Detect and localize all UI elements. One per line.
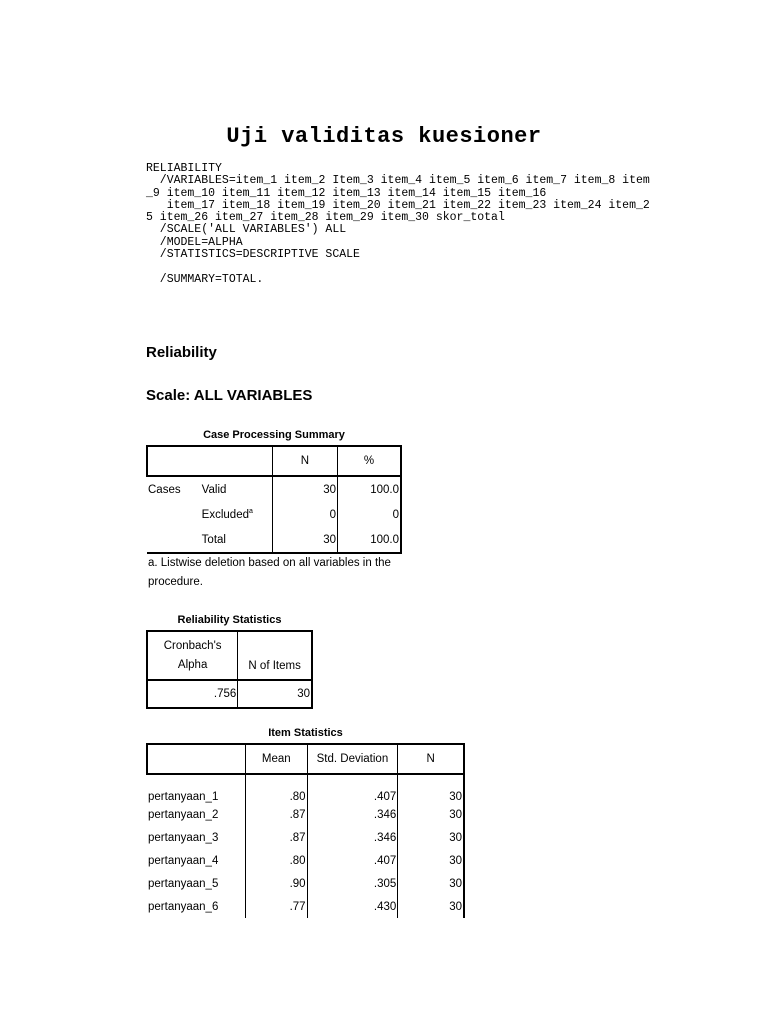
table-row	[147, 872, 464, 895]
syntax-line: /SUMMARY=TOTAL.	[146, 273, 264, 287]
header-empty-cell	[147, 446, 272, 476]
mean-cell: .87	[246, 803, 308, 826]
n-cell: 30	[398, 826, 464, 849]
col-items-header: N of Items	[238, 631, 312, 680]
header-empty-cell	[147, 744, 246, 774]
table-header-row	[147, 631, 312, 680]
syntax-line: RELIABILITY	[146, 162, 222, 175]
n-cell: 0	[272, 502, 337, 527]
n-cell: 30	[398, 774, 464, 803]
cases-group-label: Cases	[148, 483, 181, 496]
syntax-line: /VARIABLES=item_1 item_2 Item_3 item_4 item_5 item_6 item_7 item_8 item	[146, 174, 650, 188]
item-name-cell: pertanyaan_2	[147, 803, 246, 826]
col-n-header: N	[272, 446, 337, 476]
syntax-line: /STATISTICS=DESCRIPTIVE SCALE	[146, 248, 360, 262]
item-name-cell: pertanyaan_1	[147, 774, 246, 803]
n-cell: 30	[398, 895, 464, 918]
case-processing-title: Case Processing Summary	[203, 429, 345, 441]
syntax-line: item_17 item_18 item_19 item_20 item_21 item_22 item_23 item_24 item_2	[146, 198, 650, 212]
pct-cell: 100.0	[338, 527, 401, 553]
item-name-cell: pertanyaan_6	[147, 895, 246, 918]
n-cell: 30	[398, 803, 464, 826]
sd-cell: .407	[307, 849, 398, 872]
syntax-line: _9 item_10 item_11 item_12 item_13 item_14 item_15 item_16	[146, 186, 547, 200]
sd-cell: .346	[307, 803, 398, 826]
table-row	[147, 774, 464, 803]
table-header-row	[147, 446, 401, 476]
item-statistics-title: Item Statistics	[268, 727, 343, 739]
table-row	[147, 849, 464, 872]
table-row	[147, 826, 464, 849]
empty-cell	[147, 502, 201, 527]
pct-cell: 100.0	[338, 476, 401, 502]
mean-cell: .80	[246, 774, 308, 803]
table-row	[147, 476, 401, 502]
sd-cell: .430	[307, 895, 398, 918]
col-sd-header: Std. Deviation	[307, 744, 398, 774]
case-processing-table	[146, 445, 402, 554]
table-row	[147, 502, 401, 527]
item-statistics-table	[146, 743, 465, 918]
mean-cell: .87	[246, 826, 308, 849]
mean-cell: .80	[246, 849, 308, 872]
col-n-header: N	[398, 744, 464, 774]
col-pct-header: %	[338, 446, 401, 476]
footnote-marker: a	[248, 508, 253, 515]
sd-cell: .407	[307, 774, 398, 803]
n-items-value: 30	[238, 680, 312, 708]
table-row	[147, 803, 464, 826]
item-name-cell: pertanyaan_3	[147, 826, 246, 849]
col-mean-header: Mean	[246, 744, 308, 774]
mean-cell: .90	[246, 872, 308, 895]
item-name-cell: pertanyaan_4	[147, 849, 246, 872]
case-processing-footnote: a. Listwise deletion based on all variables in the procedure.	[148, 557, 391, 588]
sd-cell: .305	[307, 872, 398, 895]
syntax-block	[146, 163, 650, 287]
reliability-heading: Reliability	[146, 344, 217, 361]
table-row	[147, 895, 464, 918]
syntax-line: /MODEL=ALPHA	[146, 235, 243, 249]
table-header-row	[147, 744, 464, 774]
reliability-statistics-table	[146, 630, 313, 709]
syntax-line: /SCALE('ALL VARIABLES') ALL	[146, 223, 347, 237]
n-cell: 30	[272, 527, 337, 553]
reliability-statistics-title: Reliability Statistics	[177, 614, 282, 626]
n-cell: 30	[398, 872, 464, 895]
row-label: Excluded$^a$	[201, 508, 253, 521]
alpha-value: .756	[147, 680, 238, 708]
syntax-line: 5 item_26 item_27 item_28 item_29 item_30 skor_total	[146, 211, 505, 225]
sd-cell: .346	[307, 826, 398, 849]
row-label: Total	[201, 527, 273, 553]
n-cell: 30	[398, 849, 464, 872]
table-row	[147, 680, 312, 708]
pct-cell: 0	[338, 502, 401, 527]
item-name-cell: pertanyaan_5	[147, 872, 246, 895]
scale-heading: Scale: ALL VARIABLES	[146, 387, 313, 404]
mean-cell: .77	[246, 895, 308, 918]
n-cell: 30	[272, 476, 337, 502]
document-title: Uji validitas kuesioner	[226, 124, 542, 149]
empty-cell	[147, 527, 201, 553]
table-row	[147, 527, 401, 553]
col-alpha-header: Cronbach's Alpha	[147, 631, 238, 680]
row-label: Valid	[201, 484, 227, 496]
